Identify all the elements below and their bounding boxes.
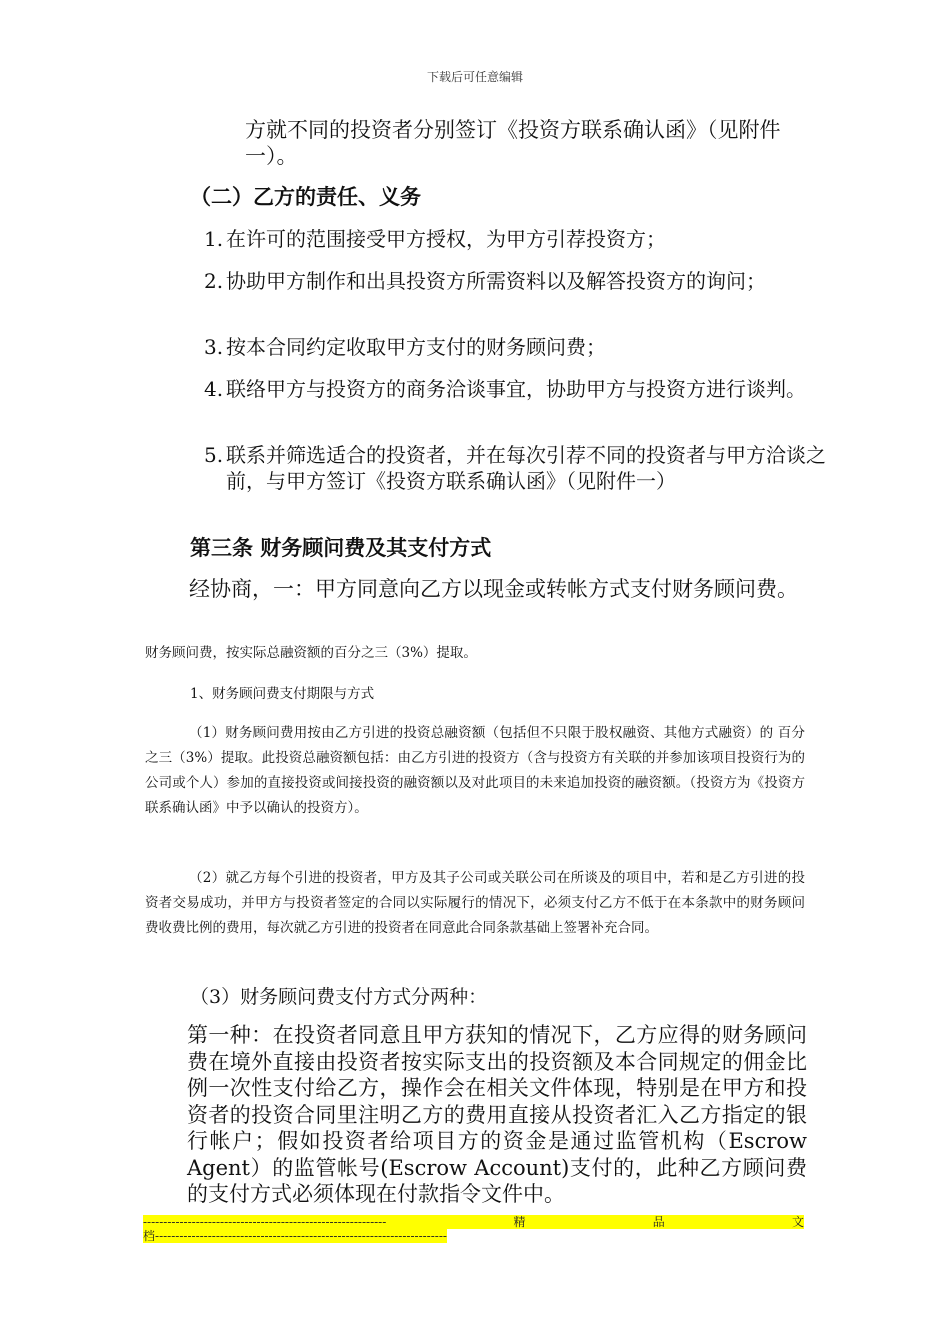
- footer-word-jing: 精: [513, 1215, 526, 1229]
- list-item: [204, 376, 826, 402]
- list-number: 5.: [204, 443, 224, 467]
- footer-word-pin: 品: [652, 1215, 665, 1229]
- list-item: [204, 268, 826, 294]
- list-text: 按本合同约定收取甲方支付的财务顾问费；: [226, 335, 606, 359]
- page-header-note: 下载后可任意编辑: [426, 70, 523, 84]
- clause-1-paragraph: （1）财务顾问费用按由乙方引进的投资总融资额（包括但不只限于股权融资、其他方式融资）的 百分之三（3%）提取。此投资总融资额包括：由乙方引进的投资方（含与投资方有关联的并参加该项目投资行为的公司或个人）参加的直接投资或间接投资的融资额以及对此项目的未来追加投资的融资额。（投资方为《投资方联系确认函》中予以确认的投资方）。: [145, 725, 805, 816]
- footer-line-2: [143, 1229, 447, 1243]
- list-number: 1.: [204, 227, 224, 251]
- list-item: [204, 334, 826, 360]
- list-item: [204, 442, 826, 494]
- list-text: 在许可的范围接受甲方授权，为甲方引荐投资方；: [226, 227, 666, 251]
- footer-banner: [143, 1215, 804, 1246]
- list-item: [204, 226, 826, 252]
- footer-word-wen: 文: [791, 1215, 804, 1229]
- section-yi-heading: （二）乙方的责任、义务: [190, 184, 421, 209]
- intro-paragraph: 方就不同的投资者分别签订《投资方联系确认函》（见附件一）。: [245, 118, 781, 168]
- clause-2-paragraph: （2）就乙方每个引进的投资者，甲方及其子公司或关联公司在所谈及的项目中，若和是乙方引进的投资者交易成功，并甲方与投资者签定的合同以实际履行的情况下，必须支付乙方不低于在本条款中的财务顾问费收费比例的费用，每次就乙方引进的投资者在同意此合同条款基础上签署补充合同。: [145, 870, 805, 936]
- article3-heading: 第三条 财务顾问费及其支付方式: [190, 535, 492, 560]
- list-text: 联系并筛选适合的投资者，并在每次引荐不同的投资者与甲方洽谈之前，与甲方签订《投资方联系确认函》（见附件一）: [226, 443, 826, 493]
- footer-line-1: [143, 1215, 804, 1229]
- fee-rate-text: 财务顾问费，按实际总融资额的百分之三（3%）提取。: [145, 645, 477, 661]
- clause-4-paragraph: 第一种：在投资者同意且甲方获知的情况下，乙方应得的财务顾问费在境外直接由投资者按实际支出的投资额及本合同规定的佣金比例一次性支付给乙方，操作会在相关文件体现，特别是在甲方和投资者的投资合同里注明乙方的费用直接从投资者汇入乙方指定的银行帐户；假如投资者给项目方的资金是通过监管机构（Escrow Agent）的监管帐号(Escrow Account)支付的，此种乙方顾问费的支付方式必须体现在付款指令文件中。: [187, 1023, 807, 1206]
- article3-lead: 经协商，一：甲方同意向乙方以现金或转帐方式支付财务顾问费。: [189, 577, 798, 601]
- footer-dashes-right: ------------------------------------------------------------------------: [155, 1229, 447, 1243]
- list-text: 联络甲方与投资方的商务洽谈事宜，协助甲方与投资方进行谈判。: [226, 377, 806, 401]
- clause-3-paragraph: （3）财务顾问费支付方式分两种：: [190, 986, 488, 1008]
- footer-word-dang: 档: [143, 1229, 156, 1243]
- list-text: 协助甲方制作和出具投资方所需资料以及解答投资方的询问；: [226, 269, 766, 293]
- subsection-1-title: 1、财务顾问费支付期限与方式: [190, 686, 375, 702]
- footer-dashes-left: ------------------------------------------------------------: [143, 1215, 387, 1229]
- list-number: 2.: [204, 269, 224, 293]
- list-number: 4.: [204, 377, 224, 401]
- list-number: 3.: [204, 335, 224, 359]
